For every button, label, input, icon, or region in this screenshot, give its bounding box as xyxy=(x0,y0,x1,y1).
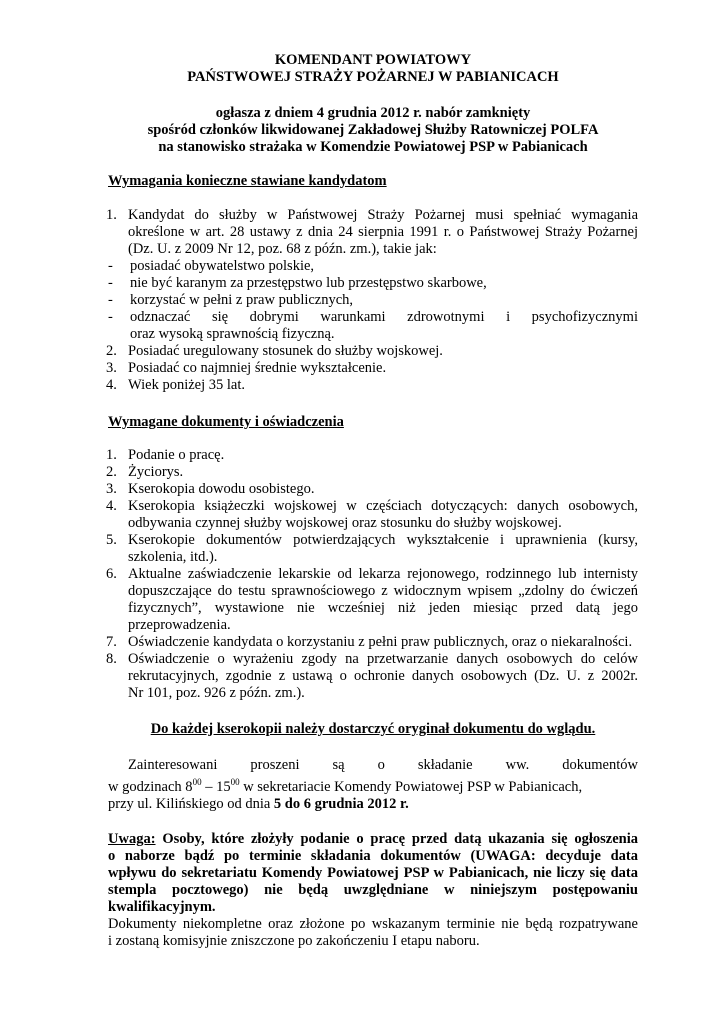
warning-line: wpływu do sekretariatu Komendy Powiatowej PSP w Pabianicach, nie liczy się data xyxy=(108,865,638,881)
word: ww. xyxy=(505,757,530,773)
word: składanie xyxy=(417,757,473,773)
dash-marker: - xyxy=(108,258,113,274)
requirements-heading: Wymagania konieczne stawiane kandydatom xyxy=(108,173,387,189)
word: dokumentów xyxy=(562,757,638,773)
item-text: odznaczać się dobrymi warunkami zdrowotnymi i psychofizycznymi xyxy=(130,309,638,325)
item-text: posiadać obywatelstwo polskie, xyxy=(130,258,315,274)
header-announcement-line3: na stanowisko strażaka w Komendzie Powiatowej PSP w Pabianicach xyxy=(158,139,588,155)
sub-requirements-list xyxy=(108,258,638,343)
item-number: 4. xyxy=(106,498,117,514)
item-number: 3. xyxy=(106,360,117,376)
requirements-list xyxy=(108,207,638,394)
warning-line: o naborze bądź po terminie składania dokumentów (UWAGA: decyduje data xyxy=(108,848,638,864)
warning-line: stempla pocztowego) nie będą uwzględniane w niniejszym postępowaniu xyxy=(108,882,638,898)
list-item xyxy=(108,292,638,309)
hours-text: w sekretariacie Komendy Powiatowej PSP w Pabianicach, xyxy=(239,779,583,795)
dash-marker: - xyxy=(108,275,113,291)
list-item xyxy=(108,258,638,275)
header-title: KOMENDANT POWIATOWY xyxy=(274,52,472,68)
item-text: Kserokopie dokumentów potwierdzających wykształcenie i uprawnienia (kursy, xyxy=(128,532,638,548)
list-item xyxy=(108,481,638,498)
list-item xyxy=(108,566,638,634)
item-text: odbywania czynnej służby wojskowej oraz stosunku do służby wojskowej. xyxy=(128,515,562,531)
item-text: Oświadczenie o wyrażeniu zgody na przetwarzanie danych osobowych do celów xyxy=(128,651,638,667)
hours-superscript: 00 xyxy=(192,777,202,787)
submission-hours xyxy=(108,774,638,796)
dates-bold: 5 do 6 grudnia 2012 r. xyxy=(273,796,409,812)
list-item xyxy=(108,207,638,343)
list-item xyxy=(108,634,638,651)
item-text: szkolenia, itd.). xyxy=(128,549,218,565)
list-item xyxy=(108,309,638,343)
item-text: korzystać w pełni z praw publicznych, xyxy=(130,292,354,308)
item-text: Kserokopia dowodu osobistego. xyxy=(128,481,315,497)
hours-text: – 15 xyxy=(201,779,231,795)
item-text: Aktualne zaświadczenie lekarskie od lekarza rejonowego, rodzinnego lub internisty xyxy=(128,566,638,582)
item-text: określone w art. 28 ustawy z dnia 24 sierpnia 1991 r. o Państwowej Straży Pożarnej xyxy=(128,224,638,240)
word: są xyxy=(332,757,345,773)
word: o xyxy=(377,757,385,773)
item-number: 5. xyxy=(106,532,117,548)
item-text: dopuszczające do testu sprawnościowego z widocznym wpisem „zdolny do ćwiczeń xyxy=(128,583,638,599)
item-text: (Dz. U. z 2009 Nr 12, poz. 68 z późn. zm.), takie jak: xyxy=(128,241,437,257)
item-text: Oświadczenie kandydata o korzystaniu z pełni praw publicznych, oraz o niekaralności. xyxy=(128,634,633,650)
word: proszeni xyxy=(250,757,300,773)
item-number: 2. xyxy=(106,343,117,359)
list-item xyxy=(108,343,638,360)
item-text: Posiadać co najmniej średnie wykształcenie. xyxy=(128,360,387,376)
item-number: 6. xyxy=(106,566,117,582)
item-text: rekrutacyjnych, zgodnie z ustawą o ochronie danych osobowych (Dz. U. z 2002r. xyxy=(128,668,638,684)
original-document-notice: Do każdej kserokopii należy dostarczyć oryginał dokumentu do wglądu. xyxy=(150,721,596,737)
item-text: Wiek poniżej 35 lat. xyxy=(128,377,245,393)
item-text: fizycznych”, wystawione nie wcześniej niż jeden miesiąc przed datą jego xyxy=(128,600,638,616)
header-subtitle: PAŃSTWOWEJ STRAŻY POŻARNEJ W PABIANICACH xyxy=(187,69,559,85)
dash-marker: - xyxy=(108,292,113,308)
item-text: Życiorys. xyxy=(128,464,184,480)
incomplete-docs-note: Dokumenty niekompletne oraz złożone po wskazanym terminie nie będą rozpatrywane xyxy=(108,916,638,932)
submission-line xyxy=(108,757,638,774)
item-number: 2. xyxy=(106,464,117,480)
item-text: Kserokopia książeczki wojskowej w częściach dotyczących: danych osobowych, xyxy=(128,498,638,514)
warning-line xyxy=(108,831,638,848)
dates-text: przy ul. Kilińskiego od dnia xyxy=(108,796,274,812)
incomplete-docs-note: i zostaną komisyjnie zniszczone po zakończeniu I etapu naboru. xyxy=(108,933,480,949)
warning-text: Osoby, które złożyły podanie o pracę przed datą ukazania się ogłoszenia xyxy=(155,831,638,847)
hours-text: w godzinach 8 xyxy=(108,779,193,795)
warning-line: kwalifikacyjnym. xyxy=(108,899,216,915)
submission-paragraph xyxy=(108,757,638,813)
item-text: Nr 101, poz. 926 z późn. zm.). xyxy=(128,685,305,701)
item-text: Kandydat do służby w Państwowej Straży Pożarnej musi spełniać wymagania xyxy=(128,207,638,223)
item-number: 1. xyxy=(106,447,117,463)
word: Zainteresowani xyxy=(128,757,218,773)
documents-heading: Wymagane dokumenty i oświadczenia xyxy=(108,414,344,430)
item-text: nie być karanym za przestępstwo lub przestępstwo skarbowe, xyxy=(130,275,487,291)
list-item xyxy=(108,464,638,481)
documents-list xyxy=(108,447,638,702)
item-text: Posiadać uregulowany stosunek do służby wojskowej. xyxy=(128,343,443,359)
list-item xyxy=(108,651,638,702)
header-announcement-line2: spośród członków likwidowanej Zakładowej Służby Ratowniczej POLFA xyxy=(147,122,599,138)
item-text: przeprowadzenia. xyxy=(128,617,231,633)
list-item xyxy=(108,532,638,566)
item-number: 8. xyxy=(106,651,117,667)
warning-label: Uwaga: xyxy=(108,831,156,847)
header-announcement-line1: ogłasza z dniem 4 grudnia 2012 r. nabór zamknięty xyxy=(215,105,531,121)
item-number: 3. xyxy=(106,481,117,497)
announcement-document xyxy=(108,52,638,950)
item-number: 1. xyxy=(106,207,117,223)
hours-superscript: 00 xyxy=(230,777,240,787)
item-text: Podanie o pracę. xyxy=(128,447,225,463)
dash-marker: - xyxy=(108,309,113,325)
item-text: oraz wysoką sprawnością fizyczną. xyxy=(130,326,335,342)
list-item xyxy=(108,498,638,532)
list-item xyxy=(108,360,638,377)
item-number: 7. xyxy=(106,634,117,650)
submission-dates xyxy=(108,796,638,813)
item-number: 4. xyxy=(106,377,117,393)
warning-paragraph xyxy=(108,831,638,916)
list-item xyxy=(108,447,638,464)
list-item xyxy=(108,275,638,292)
list-item xyxy=(108,377,638,394)
